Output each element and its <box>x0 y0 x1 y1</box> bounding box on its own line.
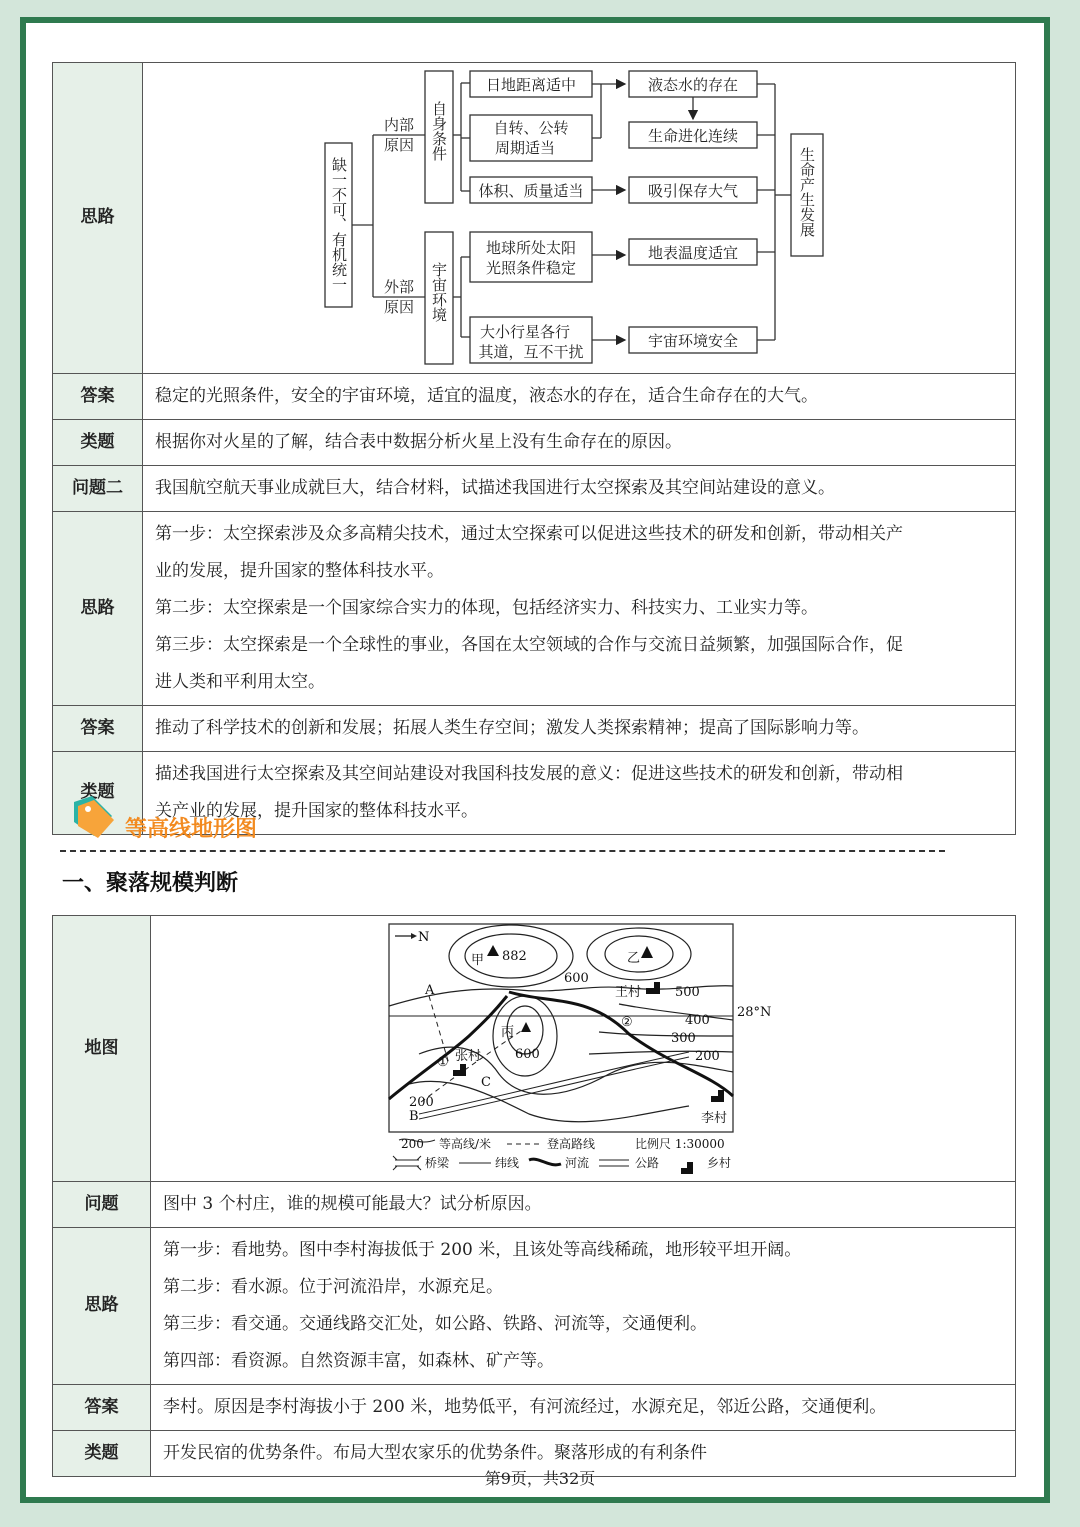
zhangcun-label: 张村 <box>455 1048 482 1064</box>
point-b: B <box>409 1108 419 1124</box>
row-line: 第二步：太空探索是一个国家综合实力的体现，包括经济实力、科技实力、工业实力等。 <box>155 598 818 618</box>
yi-label: 乙 <box>627 950 641 966</box>
row-label: 地图 <box>53 916 151 1182</box>
contour-600b: 600 <box>515 1046 540 1062</box>
table-row <box>53 420 1016 466</box>
point-a: A <box>425 982 435 998</box>
row-text: 稳定的光照条件，安全的宇宙环境，适宜的温度，液态水的存在，适合生命存在的大气。 <box>155 386 818 406</box>
section-title: 等高线地形图 <box>125 817 258 842</box>
row-text: 我国航空航天事业成就巨大，结合材料，试描述我国进行太空探索及其空间站建设的意义。 <box>155 478 835 498</box>
result-3: 吸引保存大气 <box>647 182 739 200</box>
row-text: 根据你对火星的了解，结合表中数据分析火星上没有生命存在的原因。 <box>155 432 682 452</box>
table-row <box>53 512 1016 706</box>
cond-3: 体积、质量适当 <box>478 182 584 200</box>
contour-200: 200 <box>695 1048 720 1064</box>
row-line: 第一步：太空探索涉及众多高精尖技术，通过太空探索可以促进这些技术的研发和创新，带动相关产 <box>155 524 903 544</box>
table-row <box>53 706 1016 752</box>
jia-label: 甲 <box>471 952 485 968</box>
cond-4b: 光照条件稳定 <box>485 259 577 277</box>
row-label: 思路 <box>53 512 143 706</box>
cond-2a: 自转、公转 <box>493 119 569 137</box>
page-footer: 第9页，共32页 <box>484 1469 596 1488</box>
final-result: 生命产生发展 <box>798 147 816 237</box>
row-line: 第三步：看交通。交通线路交汇处，如公路、铁路、河流等，交通便利。 <box>163 1314 707 1334</box>
legend-latitude: 纬线 <box>495 1155 520 1170</box>
row-line: 业的发展，提升国家的整体科技水平。 <box>155 561 444 581</box>
point-c: C <box>481 1074 491 1090</box>
qa-table-2 <box>52 915 1016 1477</box>
row-label: 问题 <box>53 1182 151 1228</box>
table-row <box>53 1228 1016 1385</box>
row-label: 类题 <box>53 752 143 835</box>
legend-contour-number: 200 <box>401 1136 424 1151</box>
row-text: 图中 3 个村庄，谁的规模可能最大？试分析原因。 <box>163 1194 542 1214</box>
row-label: 答案 <box>53 374 143 420</box>
cosmic-env-label: 宇宙环境 <box>430 262 448 322</box>
row-line: 描述我国进行太空探索及其空间站建设对我国科技发展的意义：促进这些技术的研发和创新，带动相 <box>155 764 903 784</box>
legend-contour: 等高线/米 <box>439 1136 492 1151</box>
contour-400: 400 <box>685 1012 710 1028</box>
row-text: 开发民宿的优势条件。布局大型农家乐的优势条件。聚落形成的有利条件 <box>163 1443 707 1463</box>
wangcun-label: 王村 <box>615 984 642 1000</box>
section-heading: 一、聚落规模判断 <box>62 871 239 896</box>
row-line: 第四部：看资源。自然资源丰富，如森林、矿产等。 <box>163 1351 554 1371</box>
cond-5a: 大小行星各行 <box>479 323 571 341</box>
flow-diagram-cell <box>143 63 1016 374</box>
legend-route: 登高路线 <box>547 1136 596 1151</box>
internal-label-text: 内部 <box>383 116 415 134</box>
row-text: 推动了科学技术的创新和发展；拓展人类生存空间；激发人类探索精神；提高了国际影响力等。 <box>155 718 869 738</box>
marker-2: ② <box>621 1014 633 1030</box>
licun-label: 李村 <box>701 1110 728 1126</box>
row-text: 李村。原因是李村海拔小于 200 米，地势低平，有河流经过，水源充足，邻近公路，交通便利。 <box>163 1397 887 1417</box>
row-label: 答案 <box>53 1385 151 1431</box>
result-4: 地表温度适宜 <box>647 244 739 262</box>
contour-600a: 600 <box>564 970 589 986</box>
contour-500: 500 <box>675 984 700 1000</box>
row-label: 类题 <box>53 420 143 466</box>
north-label: N <box>418 929 430 945</box>
row-label: 思路 <box>53 63 143 374</box>
row-line: 第一步：看地势。图中李村海拔低于 200 米，且该处等高线稀疏，地形较平坦开阔。 <box>163 1240 802 1260</box>
contour-map <box>153 920 1013 1178</box>
table-row <box>53 916 1016 1182</box>
table-row <box>53 1385 1016 1431</box>
external-label: 外部原因 <box>383 278 415 316</box>
qa-table-1 <box>52 62 1016 835</box>
legend-road: 公路 <box>635 1155 660 1170</box>
row-label: 类题 <box>53 1431 151 1477</box>
row-label: 问题二 <box>53 466 143 512</box>
legend-bridge: 桥梁 <box>425 1155 450 1170</box>
table-row <box>53 63 1016 374</box>
legend-river: 河流 <box>565 1155 590 1170</box>
row-line: 进人类和平利用太空。 <box>155 672 325 692</box>
internal-label: 内部原因 <box>383 116 415 154</box>
diagram-root: 缺一不可、有机统一 <box>330 157 348 292</box>
marker-1: ① <box>437 1054 449 1070</box>
tag-icon <box>68 792 118 842</box>
cond-5b: 其道，互不干扰 <box>478 343 584 361</box>
row-label: 思路 <box>53 1228 151 1385</box>
contour-300: 300 <box>671 1030 696 1046</box>
self-cond-label: 自身条件 <box>430 101 448 161</box>
cond-2b: 周期适当 <box>494 139 556 157</box>
row-label: 答案 <box>53 706 143 752</box>
jia-elevation: 882 <box>502 948 527 964</box>
row-line: 关产业的发展，提升国家的整体科技水平。 <box>155 801 478 821</box>
table-row <box>53 374 1016 420</box>
bing-label: 丙 <box>501 1024 515 1040</box>
result-1: 液态水的存在 <box>647 76 739 94</box>
legend-scale: 比例尺 1:30000 <box>635 1136 725 1151</box>
legend-village: 乡村 <box>707 1155 732 1170</box>
table-row <box>53 1182 1016 1228</box>
cond-4a: 地球所处太阳 <box>485 239 577 257</box>
life-conditions-diagram <box>155 67 1005 369</box>
contour-200b: 200 <box>409 1094 434 1110</box>
dashed-divider <box>60 850 945 852</box>
map-cell <box>151 916 1016 1182</box>
result-2: 生命进化连续 <box>647 127 739 145</box>
cond-1: 日地距离适中 <box>485 76 577 94</box>
table-row <box>53 466 1016 512</box>
row-line: 第三步：太空探索是一个全球性的事业，各国在太空领域的合作与交流日益频繁，加强国际合作，促 <box>155 635 903 655</box>
latitude-label: 28°N <box>737 1004 772 1020</box>
row-line: 第二步：看水源。位于河流沿岸，水源充足。 <box>163 1277 503 1297</box>
result-5: 宇宙环境安全 <box>647 332 739 350</box>
